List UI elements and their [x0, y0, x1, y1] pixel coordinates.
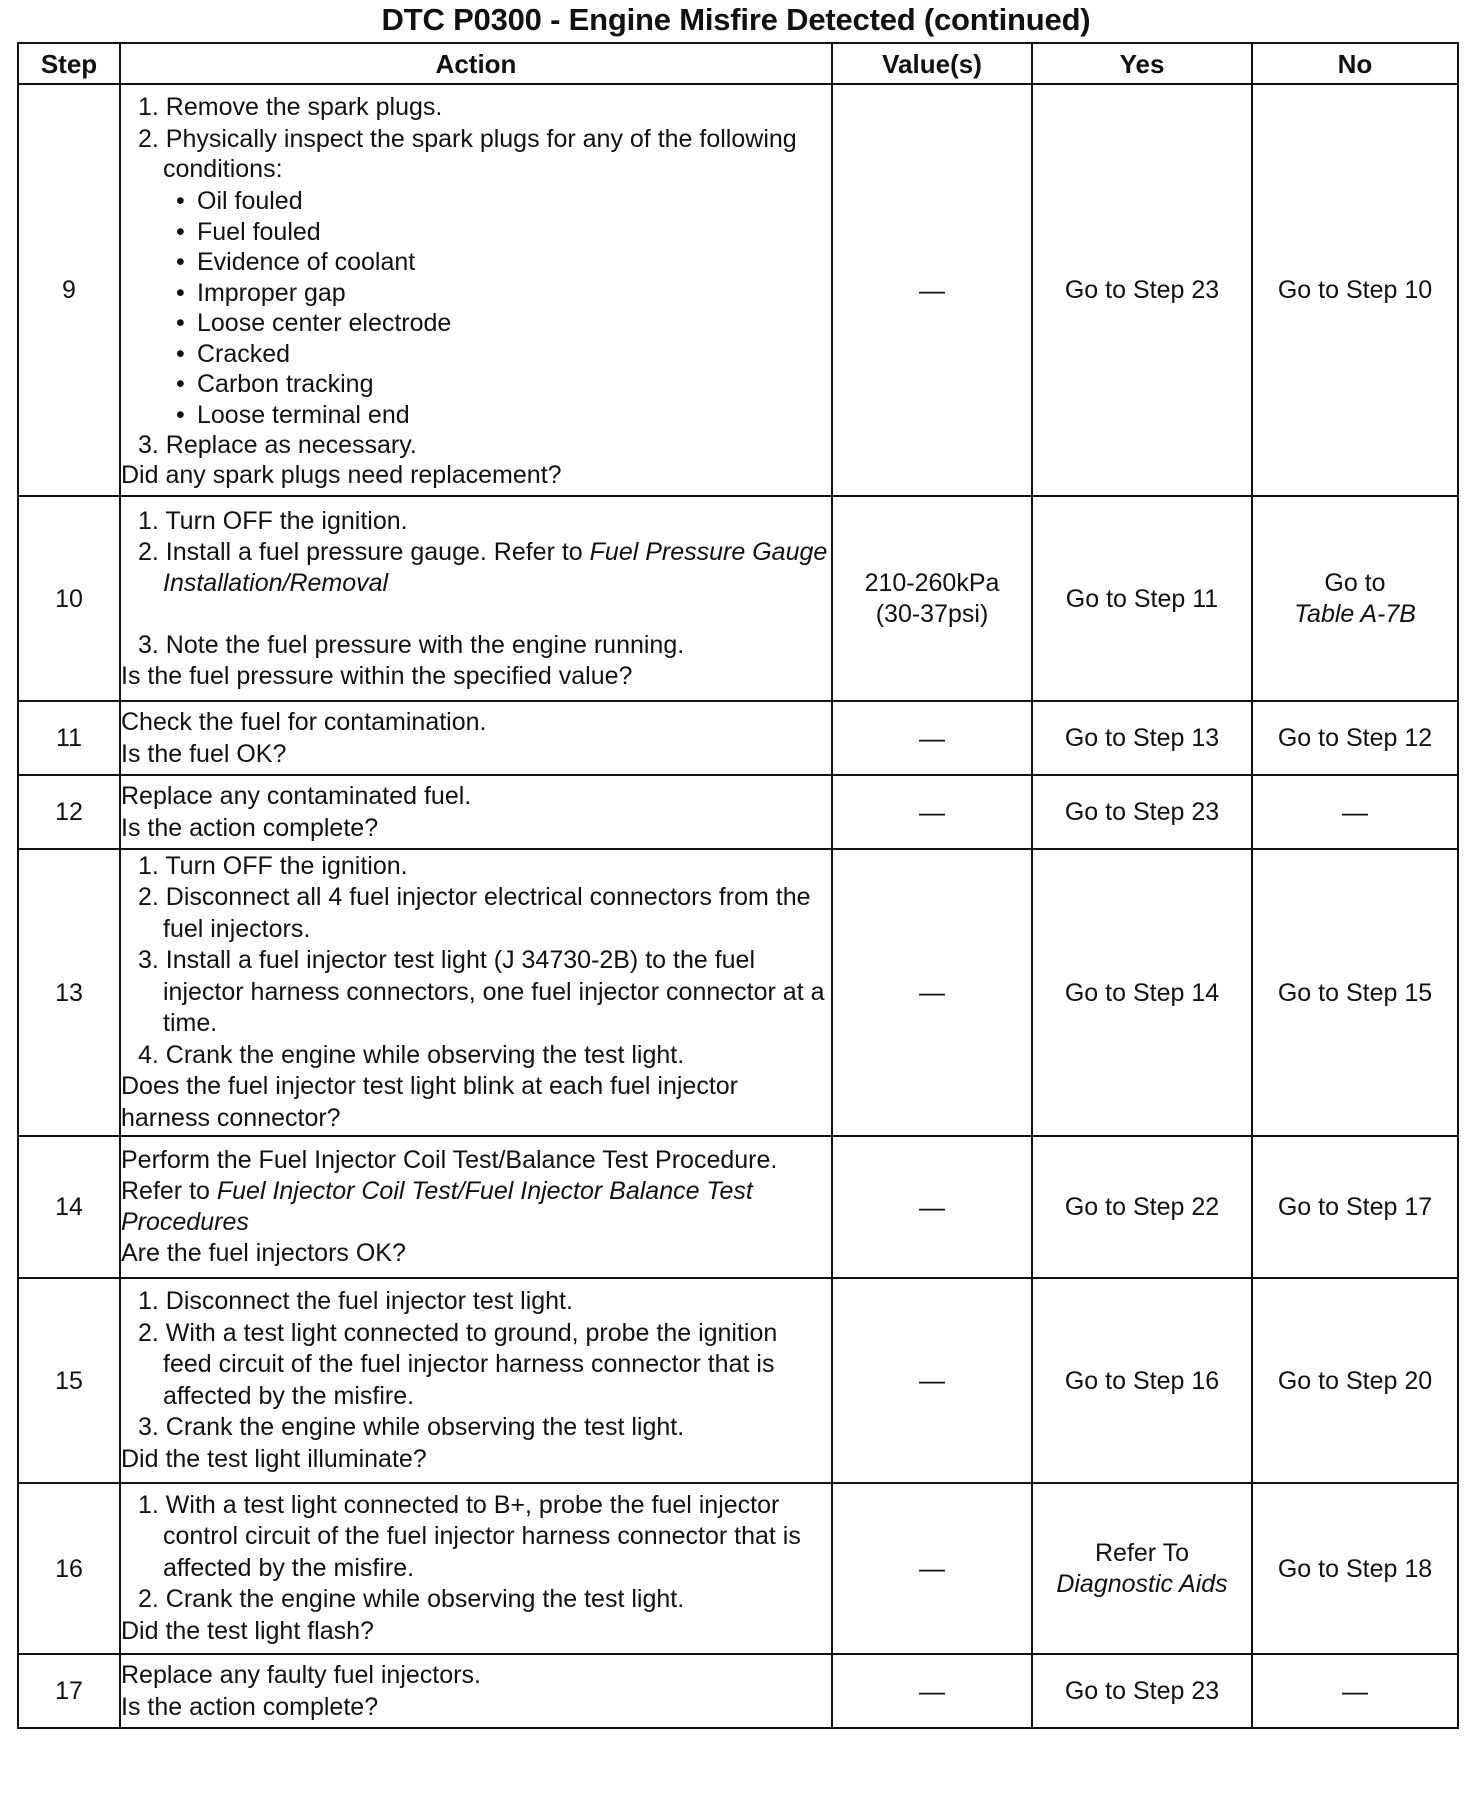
condition-bullet: • Improper gap: [121, 278, 831, 309]
header-row: [18, 43, 1458, 84]
action-item: 3. Note the fuel pressure with the engine running.: [138, 630, 685, 659]
action-cell: [120, 496, 832, 701]
value-cell: [832, 84, 1032, 496]
header-yes: Yes: [1032, 43, 1252, 84]
reference-link: Table A-7B: [1294, 599, 1416, 628]
table-row: [18, 1483, 1458, 1654]
header-no: No: [1252, 43, 1458, 84]
table-row: [18, 1278, 1458, 1483]
value-dash: —: [919, 1191, 945, 1222]
reference-link: Fuel Pressure Gauge Installation/Removal: [163, 537, 828, 597]
no-cell: [1252, 1654, 1458, 1728]
value-line: 210-260kPa: [864, 568, 1000, 597]
action-item: 3. Crank the engine while observing the test light.: [138, 1413, 685, 1441]
action-text: Replace any contaminated fuel.: [121, 782, 472, 810]
action-item-text: 2. Install a fuel pressure gauge. Refer to: [138, 537, 590, 566]
no-cell: Go to Step 12: [1252, 701, 1458, 775]
no-cell: [1252, 496, 1458, 701]
header-values: Value(s): [832, 43, 1032, 84]
value-line: (30-37psi): [875, 599, 989, 628]
question-text: Did any spark plugs need replacement?: [121, 461, 562, 489]
value-dash: —: [919, 1553, 945, 1583]
action-text: Replace any faulty fuel injectors.: [121, 1661, 481, 1689]
header-action: Action: [120, 43, 832, 84]
table-row: [18, 701, 1458, 775]
yes-cell: [1032, 1483, 1252, 1654]
no-cell: Go to Step 20: [1252, 1278, 1458, 1483]
condition-bullet: • Loose center electrode: [121, 308, 831, 339]
yes-cell: Go to Step 23: [1032, 84, 1252, 496]
table-row: [18, 496, 1458, 701]
yes-cell: Go to Step 23: [1032, 1654, 1252, 1728]
yes-cell: Go to Step 16: [1032, 1278, 1252, 1483]
value-cell: [832, 775, 1032, 849]
no-line: Go to: [1324, 568, 1386, 597]
step-number: 16: [18, 1483, 120, 1654]
step-number: 9: [18, 84, 120, 496]
yes-line: Refer To: [1094, 1538, 1190, 1567]
value-dash: —: [919, 977, 945, 1007]
value-cell: [832, 496, 1032, 701]
step-number: 17: [18, 1654, 120, 1728]
table-row: [18, 1136, 1458, 1278]
action-item: 1. Disconnect the fuel injector test light.: [138, 1287, 573, 1315]
reference-link: Fuel Injector Coil Test/Fuel Injector Balance Test Procedures: [121, 1177, 753, 1236]
no-cell: Go to Step 15: [1252, 849, 1458, 1136]
condition-bullet: • Loose terminal end: [121, 400, 831, 431]
no-cell: Go to Step 10: [1252, 84, 1458, 496]
diagnostic-table: [17, 42, 1459, 1729]
action-item: 1. Remove the spark plugs.: [138, 93, 443, 121]
action-cell: [120, 84, 832, 496]
table-row: [18, 1654, 1458, 1728]
page-title: DTC P0300 - Engine Misfire Detected (continued): [381, 2, 1091, 37]
action-item: 2. Crank the engine while observing the test light.: [138, 1585, 685, 1614]
condition-bullet: • Evidence of coolant: [121, 247, 831, 278]
step-number: 10: [18, 496, 120, 701]
step-number: 13: [18, 849, 120, 1136]
no-dash: —: [1342, 1675, 1368, 1706]
value-cell: [832, 1483, 1032, 1654]
action-cell: [120, 1483, 832, 1654]
yes-cell: Go to Step 23: [1032, 775, 1252, 849]
step-number: 11: [18, 701, 120, 775]
action-item: 1. Turn OFF the ignition.: [138, 506, 408, 535]
question-text: Is the fuel pressure within the specified value?: [121, 661, 633, 690]
yes-cell: Go to Step 22: [1032, 1136, 1252, 1278]
condition-bullet: • Oil fouled: [121, 186, 831, 217]
question-text: Are the fuel injectors OK?: [121, 1239, 406, 1267]
value-dash: —: [919, 1365, 945, 1395]
action-item: 3. Replace as necessary.: [138, 431, 417, 459]
table-row: [18, 849, 1458, 1136]
no-cell: Go to Step 17: [1252, 1136, 1458, 1278]
action-text: [121, 1145, 831, 1238]
reference-link: Diagnostic Aids: [1056, 1569, 1228, 1598]
no-cell: [1252, 775, 1458, 849]
question-text: Did the test light illuminate?: [121, 1444, 427, 1473]
value-cell: [832, 1136, 1032, 1278]
table-row: [18, 775, 1458, 849]
no-cell: Go to Step 18: [1252, 1483, 1458, 1654]
value-cell: [832, 701, 1032, 775]
header-step: Step: [18, 43, 120, 84]
value-dash: —: [919, 274, 945, 305]
question-text: Is the action complete?: [121, 814, 379, 842]
condition-bullet: • Cracked: [121, 339, 831, 370]
step-number: 15: [18, 1278, 120, 1483]
action-item: 4. Crank the engine while observing the test light.: [138, 1040, 685, 1069]
condition-bullet: • Carbon tracking: [121, 369, 831, 400]
value-cell: [832, 1278, 1032, 1483]
action-item: 1. With a test light connected to B+, probe the fuel injector control circuit of the fuel injector harness connector that is affected by the misfire.: [138, 1490, 801, 1582]
yes-cell: Go to Step 13: [1032, 701, 1252, 775]
value-dash: —: [919, 722, 945, 753]
question-text: Is the action complete?: [121, 1693, 379, 1721]
value-dash: —: [919, 1675, 945, 1706]
action-text: Check the fuel for contamination.: [121, 708, 487, 736]
question-text: Is the fuel OK?: [121, 740, 287, 768]
condition-bullet: • Fuel fouled: [121, 217, 831, 248]
action-cell: [120, 701, 832, 775]
question-text: Did the test light flash?: [121, 1616, 374, 1645]
value-cell: [832, 849, 1032, 1136]
action-cell: [120, 1654, 832, 1728]
action-cell: [120, 1136, 832, 1278]
action-cell: [120, 775, 832, 849]
step-number: 14: [18, 1136, 120, 1278]
action-item: 1. Turn OFF the ignition.: [138, 851, 408, 880]
no-dash: —: [1342, 796, 1368, 827]
value-dash: —: [919, 796, 945, 827]
value-cell: [832, 1654, 1032, 1728]
action-item: 2. Physically inspect the spark plugs for any of the following conditions:: [138, 125, 797, 183]
action-item: [121, 537, 831, 599]
action-item: 2. With a test light connected to ground, probe the ignition feed circuit of the fuel injector harness connector that is affected by the misfire.: [138, 1318, 778, 1410]
action-cell: [120, 1278, 832, 1483]
yes-cell: Go to Step 11: [1032, 496, 1252, 701]
table-row: [18, 84, 1458, 496]
action-cell: [120, 849, 832, 1136]
action-text-body: Perform the Fuel Injector Coil Test/Balance Test Procedure. Refer to: [121, 1146, 778, 1205]
step-number: 12: [18, 775, 120, 849]
action-item: 2. Disconnect all 4 fuel injector electrical connectors from the fuel injectors.: [138, 883, 811, 943]
question-text: Does the fuel injector test light blink at each fuel injector harness connector?: [121, 1072, 739, 1132]
action-item: 3. Install a fuel injector test light (J 34730-2B) to the fuel injector harness connectors, one fuel injector connector at a time.: [138, 946, 825, 1038]
yes-cell: Go to Step 14: [1032, 849, 1252, 1136]
